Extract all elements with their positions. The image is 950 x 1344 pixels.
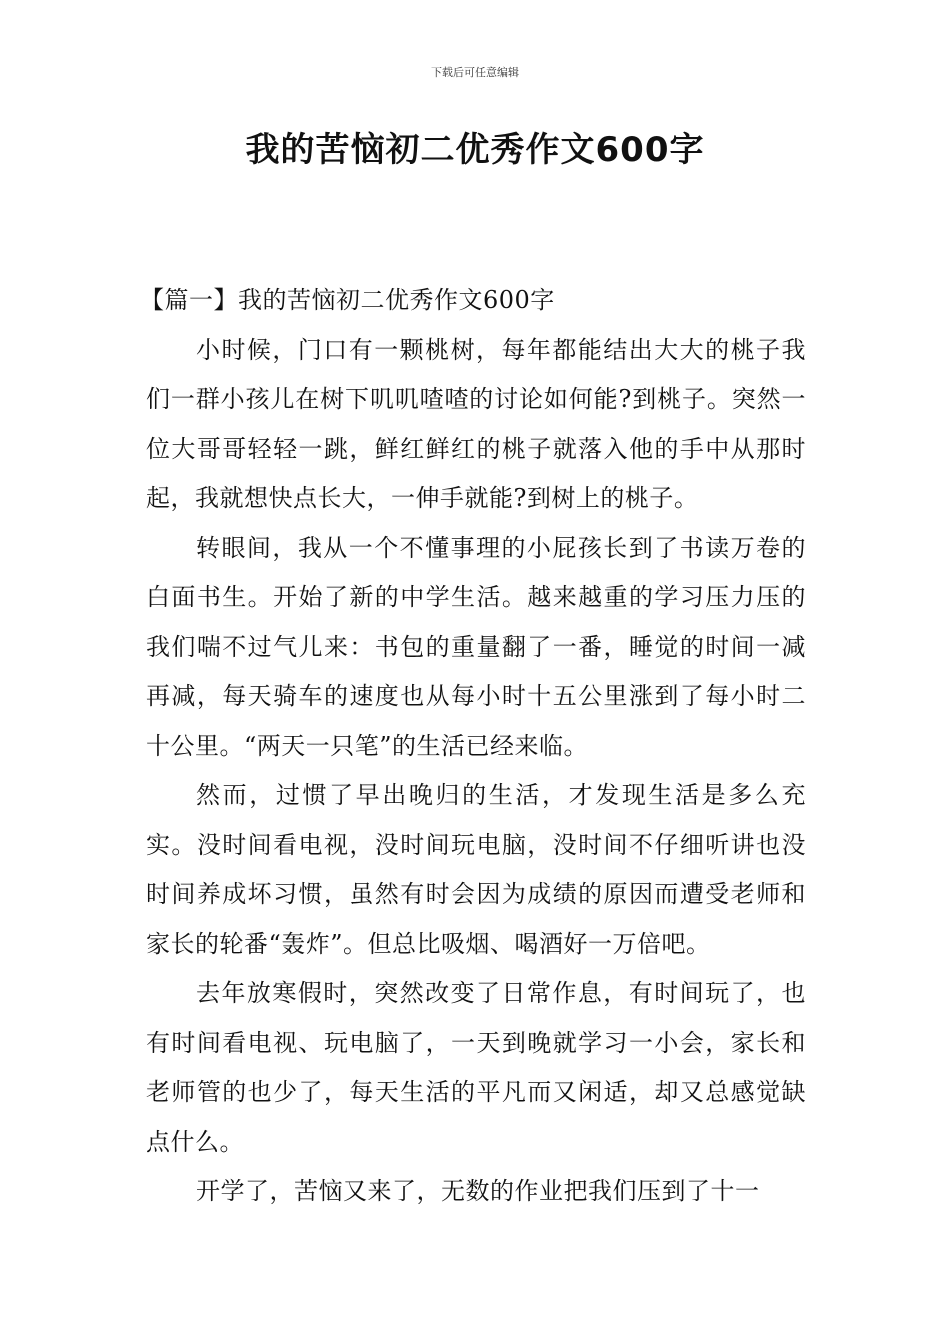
paragraph-4: 去年放寒假时，突然改变了日常作息，有时间玩了，也有时间看电视、玩电脑了，一天到晚就学习一小会，家长和老师管的也少了，每天生活的平凡而又闲适，却又总感觉缺点什么。	[146, 979, 806, 1156]
paragraph-5: 开学了，苦恼又来了，无数的作业把我们压到了十一	[196, 1177, 760, 1205]
page-header-note: 下载后可任意编辑	[431, 66, 519, 79]
paragraph-1: 小时候，门口有一颗桃树，每年都能结出大大的桃子我们一群小孩儿在树下叽叽喳喳的讨论如何能?到桃子。突然一位大哥哥轻轻一跳，鲜红鲜红的桃子就落入他的手中从那时起，我就想快点长大，一伸手就能?到树上的桃子。	[146, 335, 806, 512]
section-heading: 【篇一】我的苦恼初二优秀作文600字	[140, 286, 555, 314]
document-body	[140, 276, 806, 1217]
paragraph-3: 然而，过惯了早出晚归的生活，才发现生活是多么充实。没时间看电视，没时间玩电脑，没时间不仔细听讲也没时间养成坏习惯，虽然有时会因为成绩的原因而遭受老师和家长的轮番“轰炸”。但总比吸烟、喝酒好一万倍吧。	[146, 781, 806, 958]
paragraph-2: 转眼间，我从一个不懂事理的小屁孩长到了书读万卷的白面书生。开始了新的中学生活。越来越重的学习压力压的我们喘不过气儿来：书包的重量翻了一番，睡觉的时间一减再减，每天骑车的速度也从每小时十五公里涨到了每小时二十公里。“两天一只笔”的生活已经来临。	[146, 533, 806, 760]
document-title: 我的苦恼初二优秀作文600字	[245, 130, 705, 170]
